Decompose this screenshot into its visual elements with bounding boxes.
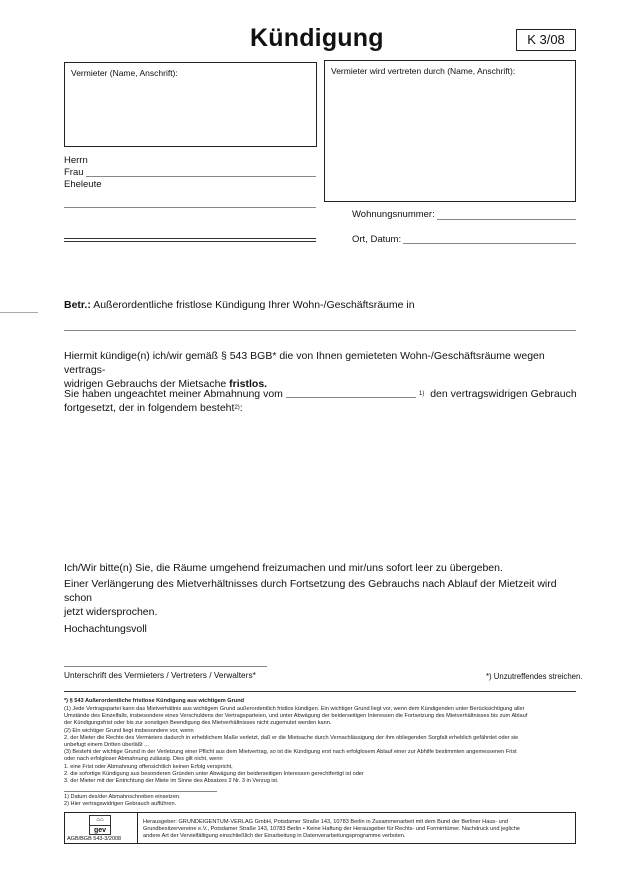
fold-mark — [0, 312, 38, 313]
ort-datum-label: Ort, Datum: — [352, 234, 402, 245]
warning-text-end-label: den vertragswidrigen Gebrauch — [430, 388, 577, 400]
warning-text-continued-label: fortgesetzt, der in folgendem besteht — [64, 402, 235, 414]
representative-box-label: Vermieter wird vertreten durch (Name, Anschrift): — [331, 66, 516, 76]
legal-line: Umstände des Einzelfalls, insbesondere eines Verschuldens der Vertragsparteien, und unter Abwägung der beiderseitigen Interessen die Fortsetzung des Mietverhältnisses bis zum Ablauf — [64, 713, 528, 720]
legal-line: 3. der Mieter mit der Entrichtung der Miete im Sinne des Absatzes 2 Nr. 3 in Verzug ist. — [64, 778, 279, 785]
landlord-box-label: Vermieter (Name, Anschrift): — [71, 68, 178, 78]
termination-paragraph — [64, 349, 578, 391]
violation-description-area[interactable] — [64, 418, 576, 558]
recipient-city-line-double — [64, 241, 316, 242]
recipient-city-line[interactable] — [64, 238, 316, 239]
footnote-ref-2: 2) — [234, 405, 240, 411]
wohnungsnummer-label: Wohnungsnummer: — [352, 209, 435, 220]
extension-objection-line-2: jetzt widersprochen. — [64, 606, 158, 618]
extension-objection-line-1: Einer Verlängerung des Mietverhältnisses durch Fortsetzung des Gebrauchs nach Ablauf der Mietzeit wird schon — [64, 578, 557, 604]
signature-line[interactable] — [64, 666, 267, 667]
legal-line: der Kündigungsfrist oder bis zur sonstigen Beendigung des Mietverhältnisses nicht zugemutet werden kann. — [64, 720, 332, 727]
legal-heading: *) § 543 Außerordentliche fristlose Kündigung aus wichtigem Grund — [64, 698, 245, 704]
subject-address-line[interactable] — [64, 330, 576, 331]
legal-text — [64, 706, 527, 785]
subject-text: Außerordentliche fristlose Kündigung Ihrer Wohn-/Geschäftsräume in — [93, 299, 415, 311]
footnotes — [64, 794, 181, 808]
warning-text-end — [419, 387, 577, 401]
footnote-1: 1) Datum des/der Abmahnschreiben einsetzen. — [64, 794, 181, 800]
vacate-request: Ich/Wir bitte(n) Sie, die Räume umgehend freizumachen und mir/uns sofort leer zu übergeben. — [64, 562, 503, 574]
page-title: Kündigung — [250, 24, 384, 52]
subject-prefix: Betr.: — [64, 299, 91, 311]
legal-separator — [64, 691, 576, 692]
strike-note: *) Unzutreffendes streichen. — [486, 672, 583, 681]
publisher-line: Herausgeber: GRUNDEIGENTUM-VERLAG GmbH, Potsdamer Straße 143, 10783 Berlin in Zusammenarbeit mit dem Bund der Berliner Haus- und — [143, 819, 508, 825]
footnote-2: 2) Hier vertragswidrigen Gebrauch aufführen. — [64, 801, 177, 808]
recipient-frau: Frau — [64, 167, 84, 178]
recipient-street-line[interactable] — [64, 207, 316, 208]
termination-line-1: Hiermit kündige(n) ich/wir gemäß § 543 BGB* die von Ihnen gemieteten Wohn-/Geschäftsräume wegen vertrags- — [64, 350, 545, 376]
warning-date-field[interactable] — [286, 397, 416, 398]
form-code-badge: K 3/08 — [516, 29, 576, 51]
legal-line: 1. eine Frist oder Abmahnung offensichtlich keinen Erfolg verspricht, — [64, 763, 233, 770]
recipient-name-line[interactable] — [86, 176, 316, 177]
footnote-separator — [64, 791, 217, 792]
warning-text-continued — [64, 401, 243, 415]
closing-greeting: Hochachtungsvoll — [64, 623, 147, 635]
signature-label: Unterschrift des Vermieters / Vertreters / Verwalters* — [64, 670, 256, 680]
representative-address-box[interactable] — [324, 60, 576, 202]
publisher-line: Grundbesitzervereine e.V., Potsdamer Straße 143, 10783 Berlin • Keine Haftung der Herausgeber für Rechts- und Formirrtümer. Nachdruck und jegliche — [143, 826, 521, 833]
legal-line: unbefugt einem Dritten überläßt ... — [64, 742, 149, 749]
publisher-logo-cell — [65, 813, 138, 843]
wohnungsnummer-field[interactable] — [437, 219, 576, 220]
legal-line: (1) Jede Vertragspartei kann das Mietverhältnis aus wichtigem Grund außerordentlich fristlos kündigen. Ein wichtiger Grund liegt vor, wenn dem Kündigenden unter Berücksichtigung aller — [64, 706, 525, 712]
subject-line — [64, 298, 415, 312]
publisher-line: andere Art der Vervielfältigung einschließlich der Einarbeitung in Datenverarbeitungsprogramme verboten. — [143, 833, 406, 840]
publisher-text — [143, 819, 520, 841]
extension-objection — [64, 577, 578, 619]
legal-line: (2) Ein wichtiger Grund liegt insbesondere vor, wenn — [64, 727, 194, 734]
legal-line: (3) Besteht der wichtige Grund in der Verletzung einer Pflicht aus dem Mietvertrag, so ist die Kündigung erst nach erfolglosem Ablauf einer zur Abhilfe bestimmten angemessenen Frist — [64, 749, 517, 756]
termination-fristlos: fristlos. — [229, 378, 268, 390]
warning-colon: : — [239, 402, 243, 414]
gev-logo-text: gev — [93, 827, 107, 834]
warning-text-start: Sie haben ungeachtet meiner Abmahnung vom — [64, 388, 283, 400]
gev-logo: ⌂⌂ gev — [89, 815, 111, 835]
recipient-eheleute: Eheleute — [64, 179, 102, 190]
recipient-herrn: Herrn — [64, 155, 88, 166]
landlord-address-box[interactable] — [64, 62, 317, 147]
footnote-ref-1: 1) — [419, 391, 425, 397]
publisher-footer — [64, 812, 576, 844]
legal-line: oder nach erfolgloser Abmahnung zulässig. Dies gilt nicht, wenn — [64, 756, 223, 763]
ort-datum-field[interactable] — [403, 243, 576, 244]
termination-line-2-text: widrigen Gebrauchs der Mietsache — [64, 378, 227, 390]
legal-line: 2. die sofortige Kündigung aus besonderen Gründen unter Abwägung der beiderseitigen Interessen gerechtfertigt ist oder — [64, 770, 364, 777]
legal-line: 2. der Mieter die Rechte des Vermieters dadurch in erheblichem Maße verletzt, daß er die Mietsache durch Vernachlässigung der ihm obliegenden Sorgfalt erheblich gefährdet oder sie — [64, 734, 519, 741]
form-reference-code: AGB/BGB 543-3/2008 — [67, 836, 122, 842]
